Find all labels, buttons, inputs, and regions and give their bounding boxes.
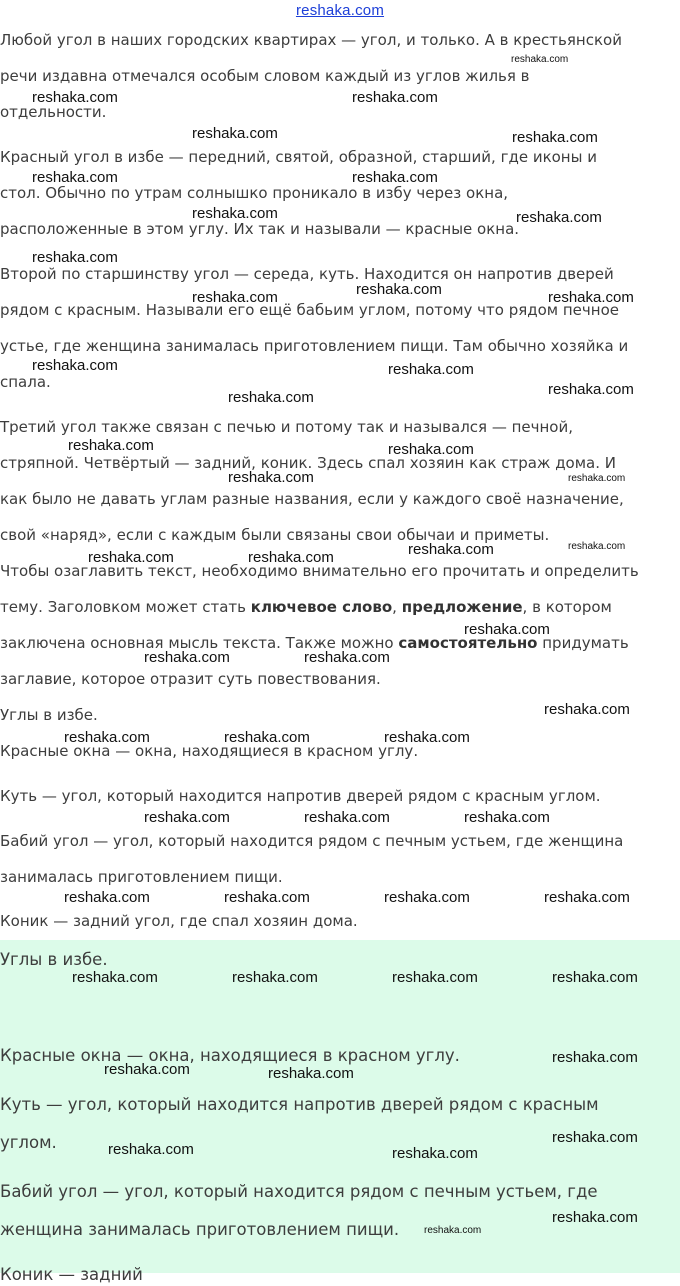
watermark: reshaka.com — [552, 1049, 638, 1066]
text-line: Любой угол в наших городских квартирах — угол, и только. А в крестьянской — [0, 31, 622, 49]
watermark: reshaka.com — [192, 125, 278, 142]
watermark: reshaka.com — [304, 649, 390, 666]
text-line: Красный угол в избе — передний, святой, образной, старший, где иконы и — [0, 148, 597, 166]
watermark: reshaka.com — [104, 1061, 190, 1078]
watermark: reshaka.com — [544, 701, 630, 718]
watermark: reshaka.com — [544, 889, 630, 906]
watermark: reshaka.com — [552, 1209, 638, 1226]
text-line: заключена основная мысль текста. Также можно самостоятельно придумать — [0, 634, 629, 652]
watermark: reshaka.com — [464, 621, 550, 638]
watermark: reshaka.com — [552, 1129, 638, 1146]
watermark: reshaka.com — [64, 889, 150, 906]
watermark: reshaka.com — [568, 541, 626, 552]
watermark: reshaka.com — [232, 969, 318, 986]
watermark: reshaka.com — [384, 889, 470, 906]
watermark: reshaka.com — [511, 54, 569, 65]
text-line: Второй по старшинству угол — середа, куть. Находится он напротив дверей — [0, 265, 614, 283]
watermark: reshaka.com — [388, 441, 474, 458]
bold-term: ключевое слово — [250, 598, 393, 616]
watermark: reshaka.com — [72, 969, 158, 986]
watermark: reshaka.com — [224, 889, 310, 906]
watermark: reshaka.com — [384, 729, 470, 746]
watermark: reshaka.com — [32, 249, 118, 266]
text-line: спала. — [0, 373, 51, 391]
watermark: reshaka.com — [356, 281, 442, 298]
watermark: reshaka.com — [68, 437, 154, 454]
watermark: reshaka.com — [548, 289, 634, 306]
text-line: тему. Заголовком может стать ключевое слово, предложение, в котором — [0, 598, 612, 616]
watermark: reshaka.com — [228, 469, 314, 486]
watermark: reshaka.com — [352, 169, 438, 186]
watermark: reshaka.com — [32, 89, 118, 106]
watermark: reshaka.com — [192, 205, 278, 222]
answer-line: Углы в избе. — [0, 950, 108, 969]
watermark: reshaka.com — [548, 381, 634, 398]
watermark: reshaka.com — [552, 969, 638, 986]
bold-term: самостоятельно — [398, 634, 538, 652]
watermark: reshaka.com — [108, 1141, 194, 1158]
text-line: заглавие, которое отразит суть повествования. — [0, 670, 381, 688]
watermark: reshaka.com — [144, 649, 230, 666]
text-line: стол. Обычно по утрам солнышко проникало в избу через окна, — [0, 184, 509, 202]
text-line: Бабий угол — угол, который находится рядом с печным устьем, где женщина — [0, 832, 624, 850]
text-line: Чтобы озаглавить текст, необходимо внимательно его прочитать и определить — [0, 562, 639, 580]
watermark: reshaka.com — [228, 389, 314, 406]
watermark: reshaka.com — [392, 969, 478, 986]
watermark: reshaka.com — [64, 729, 150, 746]
watermark: reshaka.com — [268, 1065, 354, 1082]
answer-line: женщина занималась приготовлением пищи. — [0, 1220, 400, 1239]
watermark: reshaka.com — [388, 361, 474, 378]
text-line: Куть — угол, который находится напротив дверей рядом с красным углом. — [0, 787, 601, 805]
watermark: reshaka.com — [32, 169, 118, 186]
watermark: reshaka.com — [248, 549, 334, 566]
text-line: свой «наряд», если с каждым были связаны свои обычаи и приметы. — [0, 526, 550, 544]
text-line: стряпной. Четвёртый — задний, коник. Здесь спал хозяин как страж дома. И — [0, 454, 617, 472]
watermark: reshaka.com — [144, 809, 230, 826]
text-line: как было не давать углам разные названия, если у каждого своё назначение, — [0, 490, 624, 508]
text-line: рядом с красным. Называли его ещё бабьим углом, потому что рядом печное — [0, 301, 619, 319]
watermark: reshaka.com — [512, 129, 598, 146]
answer-line: Коник — задний — [0, 1265, 143, 1284]
watermark: reshaka.com — [32, 357, 118, 374]
watermark: reshaka.com — [224, 729, 310, 746]
text-line: отдельности. — [0, 103, 107, 121]
answer-line: углом. — [0, 1133, 57, 1152]
text-line: Красные окна — окна, находящиеся в красном углу. — [0, 742, 419, 760]
watermark: reshaka.com — [424, 1225, 482, 1236]
watermark: reshaka.com — [88, 549, 174, 566]
watermark: reshaka.com — [352, 89, 438, 106]
answer-line: Бабий угол — угол, который находится рядом с печным устьем, где — [0, 1182, 598, 1201]
watermark: reshaka.com — [568, 473, 626, 484]
watermark: reshaka.com — [192, 289, 278, 306]
text-line: Третий угол также связан с печью и потому так и назывался — печной, — [0, 418, 574, 436]
answer-line: Куть — угол, который находится напротив дверей рядом с красным — [0, 1095, 599, 1114]
watermark: reshaka.com — [516, 209, 602, 226]
text-line: Углы в избе. — [0, 706, 98, 724]
watermark: reshaka.com — [304, 809, 390, 826]
watermark: reshaka.com — [464, 809, 550, 826]
text-line: занималась приготовлением пищи. — [0, 868, 283, 886]
watermark: reshaka.com — [392, 1145, 478, 1162]
answer-line: Красные окна — окна, находящиеся в красном углу. — [0, 1046, 460, 1065]
bold-term: предложение — [401, 598, 523, 616]
site-link[interactable]: reshaka.com — [295, 2, 385, 19]
text-line: устье, где женщина занималась приготовлением пищи. Там обычно хозяйка и — [0, 337, 629, 355]
text-line: речи издавна отмечался особым словом каждый из углов жилья в — [0, 67, 530, 85]
watermark: reshaka.com — [408, 541, 494, 558]
text-line: расположенные в этом углу. Их так и называли — красные окна. — [0, 220, 520, 238]
text-line: Коник — задний угол, где спал хозяин дома. — [0, 912, 358, 930]
